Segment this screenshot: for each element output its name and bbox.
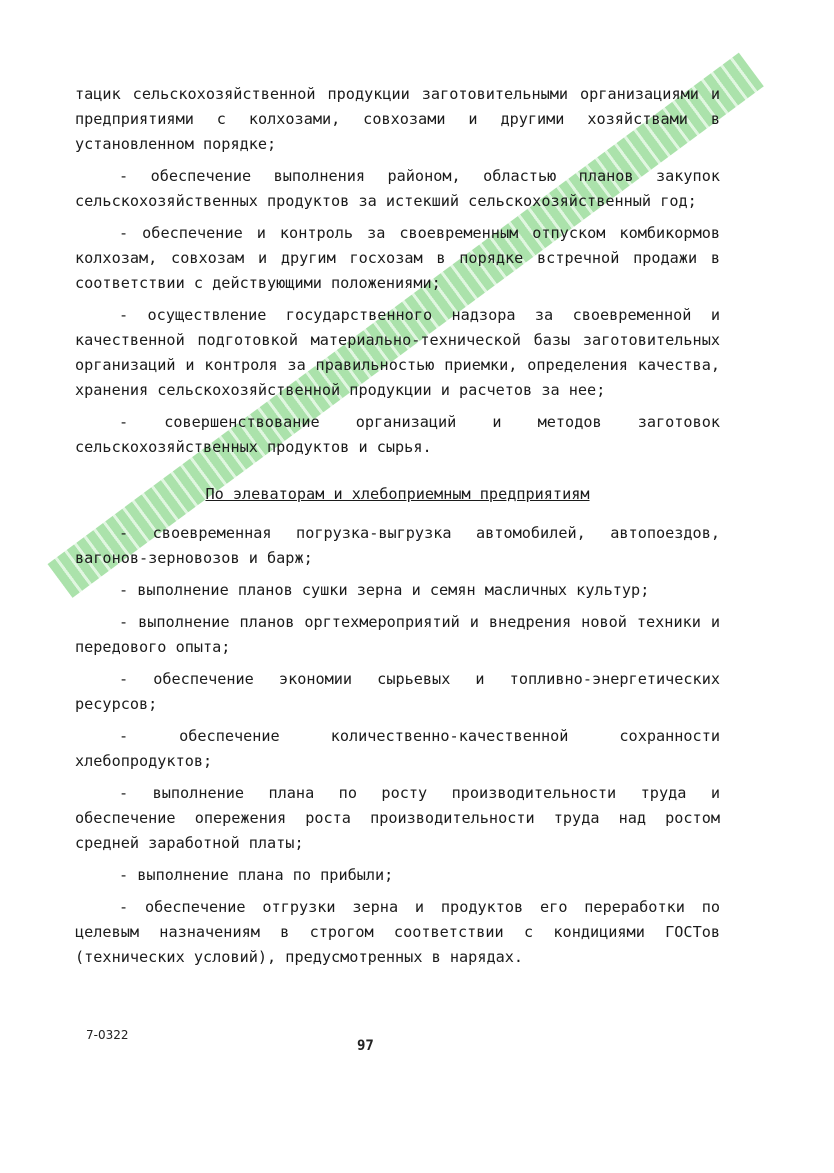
paragraph: - обеспечение выполнения районом, областью планов закупок сельскохозяйственных продуктов за истекший сельскохозяйственный год; [75,167,720,210]
paragraph: - выполнение плана по прибыли; [119,866,394,884]
paragraph: - совершенствование организаций и методов заготовок сельскохозяйственных продуктов и сырья. [75,413,720,456]
paragraph: - обеспечение отгрузки зерна и продуктов его переработки по целевым назначениям в строгом соответствии с кондициями ГОСТов (технических условий), предусмотренных в нарядах. [75,898,720,966]
page-number: 97 [357,1038,374,1054]
document-body [75,82,720,977]
paragraph: - своевременная погрузка-выгрузка автомобилей, автопоездов, вагонов-зерновозов и барж; [75,524,720,567]
paragraph: - осуществление государственного надзора за своевременной и качественной подготовкой материально-технической базы заготовительных организаций и контроля за правильностью приемки, определения качества, хранения сельскохозяйственной продукции и расчетов за нее; [75,306,720,399]
paragraph: - обеспечение экономии сырьевых и топливно-энергетических ресурсов; [75,670,720,713]
paragraph: - выполнение плана по росту производительности труда и обеспечение опережения роста производительности труда над ростом средней заработной платы; [75,784,720,852]
paragraph: - выполнение планов оргтехмероприятий и внедрения новой техники и передового опыта; [75,613,720,656]
paragraph: - выполнение планов сушки зерна и семян масличных культур; [119,581,650,599]
paragraph: - обеспечение и контроль за своевременным отпуском комбикормов колхозам, совхозам и другим госхозам в порядке встречной продажи в соответствии с действующими положениями; [75,224,720,292]
paragraph: - обеспечение количественно-качественной сохранности хлебопродуктов; [75,727,720,770]
footer-code: 7-0322 [86,1028,129,1042]
paragraph: тацик сельскохозяйственной продукции заготовительными организациями и предприятиями с колхозами, совхозами и другими хозяйствами в установленном порядке; [75,85,720,153]
section-heading: По элеваторам и хлебоприемным предприятиям [205,485,590,503]
